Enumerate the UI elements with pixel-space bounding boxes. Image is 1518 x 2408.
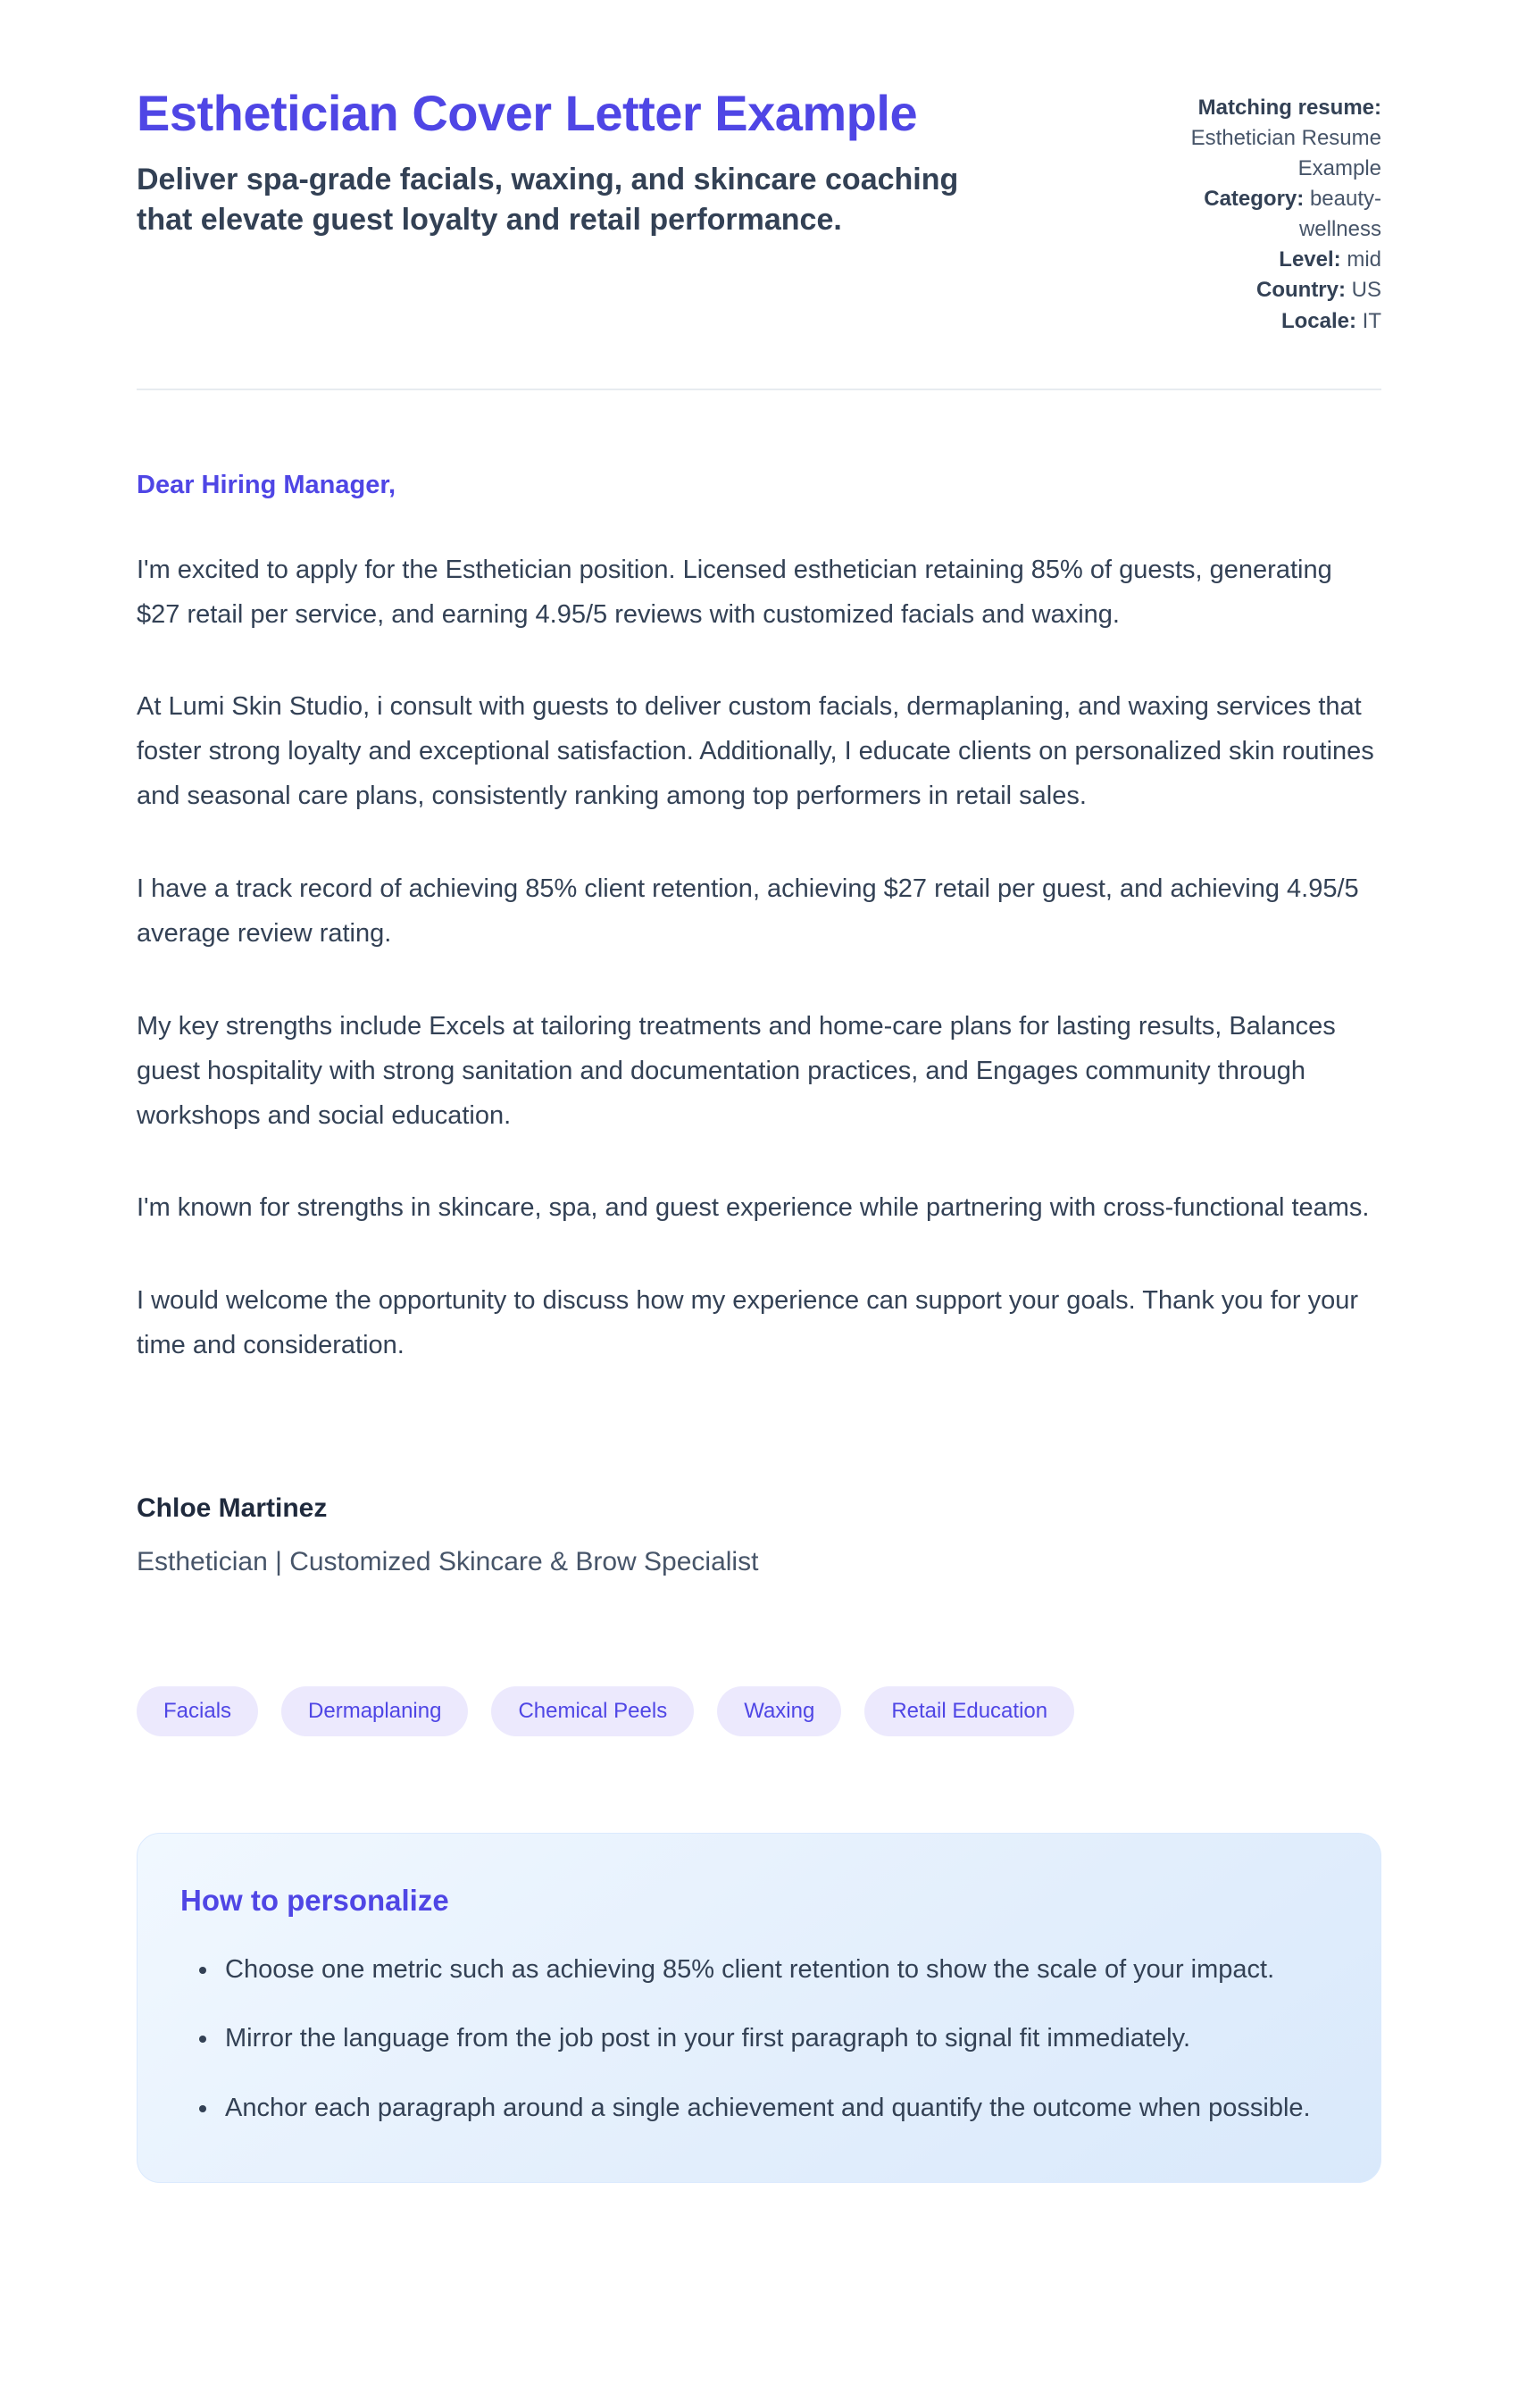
skill-tag-retail-education: Retail Education [864,1686,1074,1736]
meta-label: Matching resume: [1197,96,1381,120]
header [137,86,1381,337]
signature-block [137,1493,1381,1577]
meta-row-level [1138,245,1381,275]
meta-value: mid [1347,247,1381,272]
meta-row-category [1138,184,1381,245]
cover-letter-body [137,471,1381,2183]
salutation: Dear Hiring Manager, [137,470,396,499]
letter-paragraph-1: I'm excited to apply for the Esthetician position. Licensed esthetician retaining 85% of guests, generating $27 retail per service, and earning 4.95/5 reviews with customized facials and waxing. [137,555,1332,629]
personalize-tip-1: • Choose one metric such as achieving 85% client retention to show the scale of your impact. [220,1948,1338,1992]
meta-row-locale [1138,306,1381,337]
meta-label: Level: [1279,247,1341,272]
skill-tag-facials: Facials [137,1686,258,1736]
skill-tags [137,1686,1381,1736]
resume-meta-panel [1138,86,1381,337]
letter-paragraph-6: I would welcome the opportunity to discuss how my experience can support your goals. Thank you for your time and consideration. [137,1286,1359,1360]
header-left [137,86,967,239]
letter-paragraph-4: My key strengths include Excels at tailoring treatments and home-care plans for lasting results, Balances guest hospitality with strong sanitation and documentation practices, and Engages community through workshops and social education. [137,1011,1336,1130]
meta-row-country [1138,275,1381,305]
meta-label: Country: [1256,278,1346,303]
skill-tag-waxing: Waxing [717,1686,841,1736]
letter-paragraph-2: At Lumi Skin Studio, i consult with guests to deliver custom facials, dermaplaning, and waxing services that foster strong loyalty and exceptional satisfaction. Additionally, I educate clients on personalized skin routines and seasonal care plans, consistently ranking among top performers in retail sales. [137,692,1374,811]
letter-paragraph-5: I'm known for strengths in skincare, spa, and guest experience while partnering with cross-functional teams. [137,1193,1370,1223]
personalize-tip-2: • Mirror the language from the job post in your first paragraph to signal fit immediately. [220,2017,1338,2061]
meta-value: IT [1362,308,1381,333]
skill-tag-dermaplaning: Dermaplaning [281,1686,468,1736]
personalize-tip-list [180,1948,1338,2130]
personalize-box [137,1833,1381,2183]
page-subtitle: Deliver spa-grade facials, waxing, and skincare coaching that elevate guest loyalty and retail performance. [137,162,959,237]
content-container [137,0,1381,2308]
signature-name: Chloe Martinez [137,1493,328,1523]
meta-label: Category: [1204,187,1305,212]
meta-value: Esthetician Resume Example [1190,126,1381,181]
signature-title: Esthetician | Customized Skincare & Brow Specialist [137,1547,759,1576]
header-divider [137,389,1381,390]
meta-row-matching-resume [1138,93,1381,184]
page-title: Esthetician Cover Letter Example [137,85,918,141]
meta-value: US [1351,278,1381,303]
meta-value: beauty-wellness [1298,187,1381,242]
personalize-heading: How to personalize [180,1884,449,1917]
letter-paragraph-3: I have a track record of achieving 85% client retention, achieving $27 retail per guest, and achieving 4.95/5 average review rating. [137,874,1359,948]
personalize-tip-3: • Anchor each paragraph around a single achievement and quantify the outcome when possible. [220,2086,1338,2130]
meta-label: Locale: [1280,308,1356,333]
skill-tag-chemical-peels: Chemical Peels [491,1686,694,1736]
